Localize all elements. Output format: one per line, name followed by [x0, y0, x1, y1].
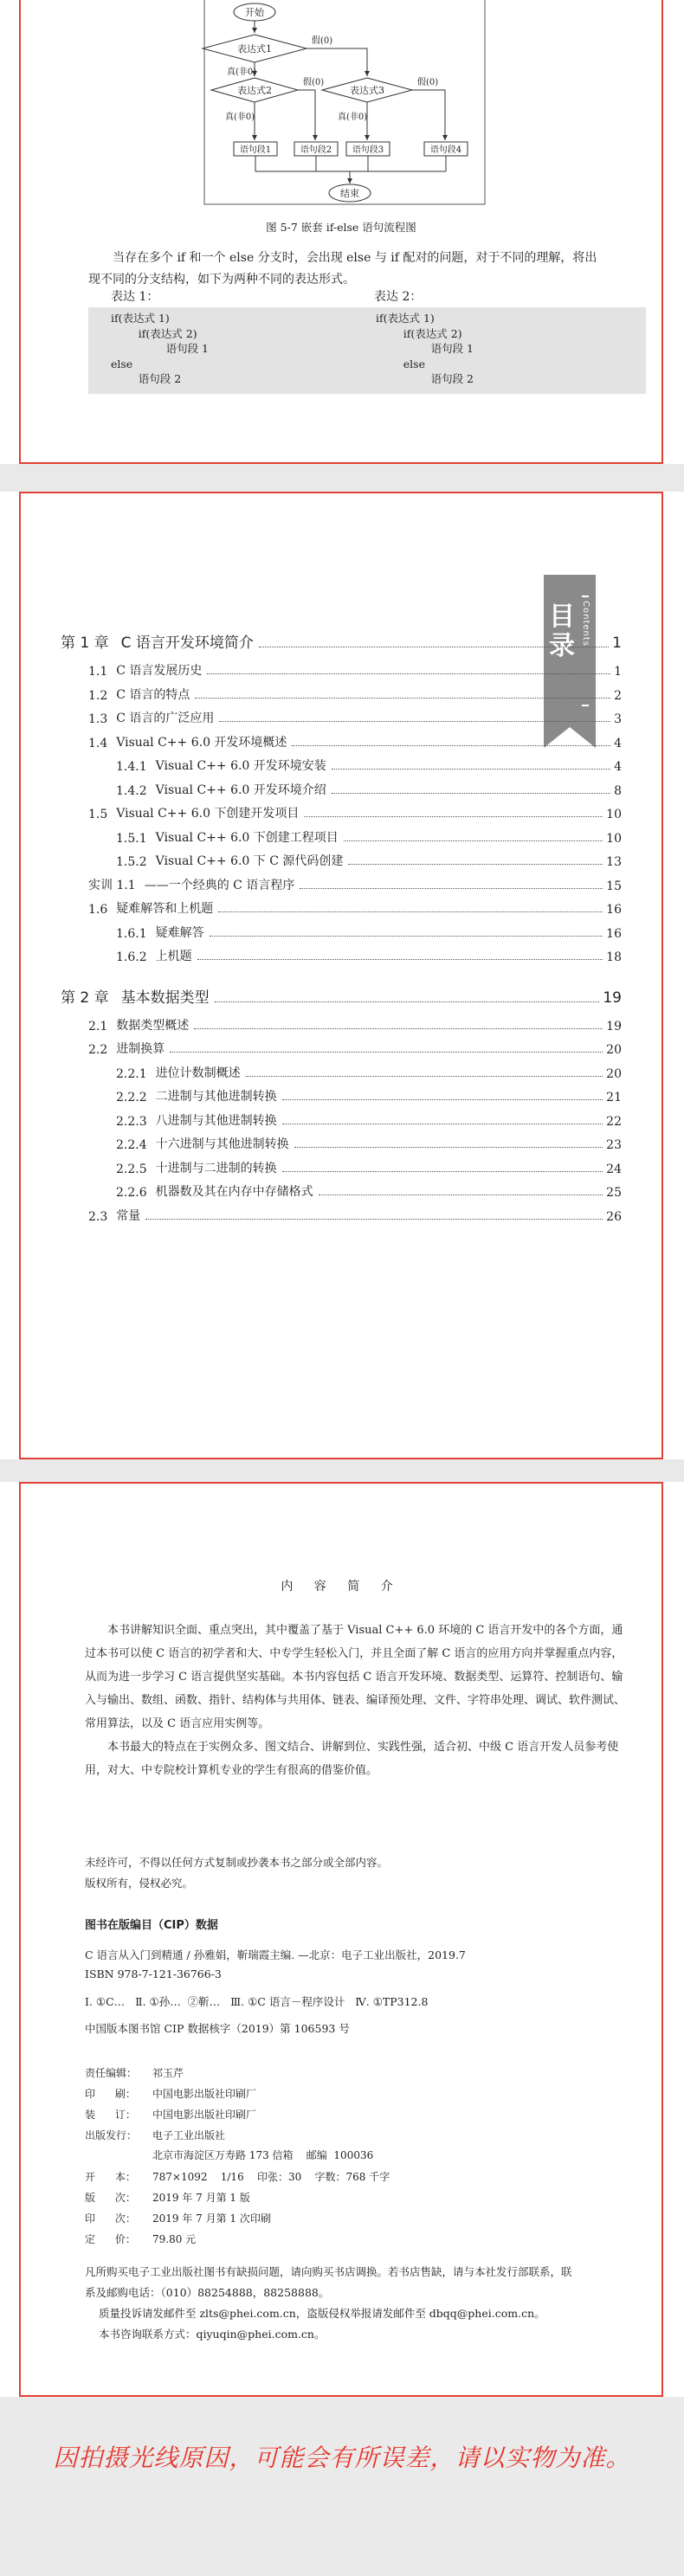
- credit-label: 出版发行：: [85, 2129, 138, 2141]
- toc-page-number: 10: [606, 808, 622, 821]
- toc-leader-dots: [246, 1076, 603, 1077]
- page-gap-1: [0, 464, 684, 492]
- toc-number: 1.5.1: [116, 831, 147, 846]
- toc-number: 1.1: [88, 665, 108, 679]
- toc-title: 疑难解答: [155, 925, 204, 940]
- stmt2-text: 语句段2: [300, 145, 332, 155]
- credit-label: [85, 2148, 152, 2162]
- toc-page-number: 4: [614, 736, 622, 750]
- credit-value: 2019 年 7 月第 1 版: [152, 2192, 250, 2204]
- copyright-page: [19, 1482, 663, 2397]
- expr2-false-label: 假(0): [303, 78, 325, 87]
- toc-title: 八进制与其他进制转换: [155, 1113, 277, 1128]
- toc-title: C 语言的特点: [116, 687, 190, 702]
- toc-row: [116, 924, 622, 941]
- toc-leader-dots: [194, 1028, 603, 1029]
- toc-leader-dots: [210, 936, 603, 937]
- page-gap-3: [0, 2397, 684, 2576]
- toc-number: 1.5.2: [116, 855, 147, 869]
- expr3-true-label: 真(非0): [338, 113, 368, 122]
- toc-chapter-row: [61, 630, 622, 652]
- credit-label: 责任编辑：: [85, 2067, 138, 2079]
- flowchart-page: [19, 0, 663, 464]
- toc-leader-dots: [215, 1001, 600, 1002]
- cip-line-1: C 语言从入门到精通 / 孙雅娟，靳瑞霞主编. —北京：电子工业出版社，2019.7: [85, 1948, 466, 1961]
- toc-page-number: 26: [606, 1209, 622, 1224]
- toc-title: Visual C++ 6.0 开发环境概述: [116, 735, 287, 750]
- toc-number: 1.2: [88, 688, 108, 703]
- toc-page-number: 1: [612, 634, 622, 652]
- footer-line-4: 本书咨询联系方式：qiyuqin@phei.com.cn。: [99, 2328, 326, 2341]
- toc-title: Visual C++ 6.0 开发环境介绍: [155, 782, 326, 797]
- toc-leader-dots: [304, 816, 603, 817]
- toc-row: [116, 1111, 622, 1129]
- toc-title: 基本数据类型: [120, 989, 210, 1007]
- toc-page-number: 22: [606, 1114, 622, 1129]
- toc-page-number: 19: [603, 989, 622, 1007]
- toc-number: 1.4.1: [116, 760, 147, 774]
- credit-row: [85, 2107, 256, 2122]
- toc-leader-dots: [300, 888, 603, 889]
- toc-number: 2.2: [88, 1043, 108, 1057]
- toc-row: [88, 686, 622, 703]
- toc-row: [116, 1159, 622, 1176]
- toc-number: 2.3: [88, 1209, 108, 1224]
- credit-label: 定 价：: [85, 2233, 136, 2245]
- toc-number: 1.4.2: [116, 783, 147, 798]
- toc-page-number: 13: [606, 855, 622, 869]
- code1-line: else: [111, 357, 133, 370]
- toc-leader-dots: [195, 698, 610, 699]
- toc-page-number: 25: [606, 1186, 622, 1200]
- toc-title: 进制换算: [116, 1042, 165, 1056]
- toc-page-number: 24: [606, 1162, 622, 1176]
- credit-row: [85, 2169, 390, 2184]
- toc-row: [88, 709, 622, 726]
- toc-page-number: 15: [606, 879, 622, 893]
- expr1-text: 表达式1: [237, 43, 272, 55]
- toc-number: 1.6: [88, 903, 108, 917]
- expr3-text: 表达式3: [350, 85, 384, 96]
- footer-line-1: 凡所购买电子工业出版社图书有缺损问题，请向购买书店调换。若书店售缺，请与本社发行部联系，联: [85, 2265, 572, 2278]
- toc-row: [88, 1207, 622, 1224]
- toc-title: 十进制与二进制的转换: [155, 1161, 277, 1175]
- footer-line-3: 质量投诉请发邮件至 zlts@phei.com.cn，盗版侵权举报请发邮件至 dbqq@phei.com.cn。: [99, 2307, 545, 2320]
- credit-row: [85, 2211, 271, 2225]
- toc-row: [116, 947, 622, 964]
- toc-number: 1.3: [88, 712, 108, 726]
- code1-line: if(表达式 1): [111, 312, 170, 325]
- credit-row: [85, 2065, 184, 2080]
- credit-value: 中国电影出版社印刷厂: [152, 2109, 257, 2121]
- cip-title: 图书在版编目（CIP）数据: [85, 1919, 218, 1932]
- toc-row: [116, 757, 622, 774]
- toc-title: C 语言的广泛应用: [116, 712, 215, 725]
- intro-paragraph-2: 本书最大的特点在于实例众多、图文结合、讲解到位、实践性强，适合初、中级 C 语言开发人员参考使用，对大、中专院校计算机专业的学生有很高的借鉴价值。: [85, 1741, 619, 1777]
- toc-title: C 语言开发环境简介: [120, 634, 254, 652]
- toc-title: 常量: [116, 1208, 141, 1223]
- toc-number: 2.1: [88, 1019, 108, 1034]
- toc-page-number: 20: [606, 1043, 622, 1057]
- toc-leader-dots: [332, 793, 610, 794]
- toc-row: [116, 852, 622, 869]
- toc-title: 十六进制与其他进制转换: [155, 1137, 289, 1151]
- toc-row: [88, 661, 622, 679]
- code2-line: else: [376, 357, 425, 370]
- toc-leader-dots: [344, 840, 603, 841]
- toc-row: [116, 828, 622, 846]
- credit-value: 中国电影出版社印刷厂: [152, 2088, 257, 2100]
- notice-line-2: 版权所有，侵权必究。: [85, 1877, 194, 1890]
- toc-row: [88, 876, 622, 893]
- contents-tab-title: 目录: [549, 602, 575, 661]
- credit-value: 电子工业出版社: [152, 2129, 226, 2141]
- tab-line-top: [582, 596, 589, 597]
- toc-row: [116, 1182, 622, 1200]
- explanation-paragraph: [88, 248, 625, 291]
- flowchart-frame: [204, 0, 485, 204]
- credit-label: 印 刷：: [85, 2088, 136, 2100]
- toc-row: [88, 899, 622, 917]
- credit-label: 印 次：: [85, 2212, 136, 2225]
- toc-title: 进位计数制概述: [155, 1066, 241, 1080]
- toc-leader-dots: [197, 959, 603, 960]
- toc-page-number: 19: [606, 1019, 622, 1034]
- code2-line: if(表达式 2): [376, 326, 462, 340]
- toc-page-number: 4: [614, 760, 622, 774]
- toc-leader-dots: [294, 1147, 603, 1148]
- intro-title: 内 容 简 介: [281, 1580, 402, 1594]
- paragraph-line-1: 当存在多个 if 和一个 else 分支时，会出现 else 与 if 配对的问题，对于不同的理解，将出: [113, 251, 597, 265]
- if-else-flowchart: [21, 0, 661, 249]
- credit-row: [85, 2086, 256, 2101]
- code1-line: 语句段 1: [111, 342, 210, 355]
- credit-row: [85, 2231, 196, 2246]
- toc-leader-dots: [207, 673, 610, 674]
- code-block-1: [88, 307, 367, 394]
- stmt1-text: 语句段1: [239, 145, 272, 155]
- credit-value: 79.80 元: [152, 2233, 197, 2245]
- toc-number: 1.5: [88, 808, 108, 821]
- toc-row: [88, 804, 622, 821]
- toc-number: 第 1 章: [61, 634, 109, 652]
- toc-leader-dots: [170, 1052, 603, 1053]
- toc-title: C 语言发展历史: [116, 664, 203, 678]
- expr2-true-label: 真(非0): [225, 113, 255, 122]
- toc-title: 数据类型概述: [116, 1018, 190, 1033]
- toc-title: 疑难解答和上机题: [116, 902, 214, 916]
- code2-line: 语句段 2: [376, 372, 474, 385]
- credit-label: 开 本：: [85, 2171, 136, 2183]
- toc-page-number: 10: [606, 831, 622, 846]
- toc-title: Visual C++ 6.0 下创建开发项目: [116, 807, 300, 821]
- toc-number: 1.4: [88, 736, 108, 750]
- footer-line-2: 系及邮购电话：（010）88254888，88258888。: [85, 2286, 330, 2299]
- toc-page-number: 2: [614, 688, 622, 703]
- toc-leader-dots: [292, 745, 610, 746]
- toc-page-number: 16: [606, 903, 622, 917]
- toc-number: 2.2.2: [116, 1091, 147, 1104]
- cip-line-2: ISBN 978-7-121-36766-3: [85, 1967, 222, 1980]
- expr1-true-label: 真(非0): [227, 68, 257, 77]
- toc-page-number: 18: [606, 950, 622, 964]
- contents-page: [19, 492, 663, 1459]
- toc-title: Visual C++ 6.0 下 C 源代码创建: [155, 854, 344, 868]
- toc-page-number: 23: [606, 1138, 622, 1152]
- credit-label: 装 订：: [85, 2109, 136, 2121]
- toc-page-number: 1: [614, 665, 622, 679]
- toc-number: 2.2.1: [116, 1066, 147, 1081]
- paragraph-line-2: 现不同的分支结构，如下为两种不同的表达形式。: [88, 273, 355, 287]
- toc-page-number: 8: [614, 783, 622, 798]
- credit-value: 祁玉芹: [152, 2067, 184, 2079]
- expr3-false-label: 假(0): [417, 78, 439, 87]
- code2-line: 语句段 1: [376, 342, 474, 355]
- expr2-text: 表达式2: [237, 85, 272, 96]
- notice-line-1: 未经许可，不得以任何方式复制或抄袭本书之部分或全部内容。: [85, 1856, 389, 1869]
- code1-line: if(表达式 2): [111, 326, 197, 340]
- credit-row: [85, 2190, 250, 2205]
- toc-row: [88, 1040, 622, 1057]
- toc-title: 机器数及其在内存中存储格式: [155, 1185, 313, 1199]
- figure-caption: 图 5-7 嵌套 if-else 语句流程图: [266, 221, 416, 234]
- toc-number: 2.2.5: [116, 1162, 147, 1176]
- toc-number: 1.6.2: [116, 950, 147, 964]
- toc-title: 二进制与其他进制转换: [155, 1090, 277, 1104]
- cip-line-4: 中国版本图书馆 CIP 数据核字（2019）第 106593 号: [85, 2022, 350, 2035]
- toc-row: [116, 1064, 622, 1081]
- toc-leader-dots: [218, 911, 603, 912]
- tab-line-bottom: [582, 705, 589, 706]
- toc-number: 实训 1.1: [88, 878, 136, 892]
- toc-number: 第 2 章: [61, 989, 109, 1007]
- toc-page-number: 21: [606, 1091, 622, 1104]
- contents-tab-english: Contents: [581, 601, 590, 647]
- toc-title: Visual C++ 6.0 开发环境安装: [155, 759, 326, 773]
- credit-value: 2019 年 7 月第 1 次印刷: [152, 2212, 271, 2225]
- stmt4-text: 语句段4: [429, 145, 462, 155]
- toc-title: Visual C++ 6.0 下创建工程项目: [155, 830, 339, 845]
- code2-line: if(表达式 1): [376, 312, 435, 325]
- photo-disclaimer: 因拍摄光线原因，可能会有所误差，请以实物为准。: [53, 2444, 631, 2472]
- toc-title: ——一个经典的 C 语言程序: [144, 878, 295, 892]
- toc-leader-dots: [332, 769, 610, 770]
- credit-row: [85, 2128, 225, 2142]
- toc-row: [116, 1087, 622, 1104]
- toc-number: 2.2.6: [116, 1186, 147, 1200]
- toc-page-number: 3: [614, 712, 622, 726]
- toc-row: [116, 781, 622, 798]
- credit-value: 787×1092 1/16 印张：30 字数：768 千字: [152, 2171, 390, 2183]
- form1-label: 表达 1：: [111, 290, 159, 304]
- toc-leader-dots: [145, 1219, 603, 1220]
- toc-number: 2.2.3: [116, 1114, 147, 1129]
- intro-text: [85, 1619, 627, 1782]
- start-text: 开始: [245, 7, 264, 18]
- toc-row: [88, 1016, 622, 1034]
- toc-page-number: 20: [606, 1066, 622, 1081]
- toc-page-number: 16: [606, 926, 622, 941]
- code-block-2: [367, 307, 646, 394]
- toc-number: 1.6.1: [116, 926, 147, 941]
- page-gap-2: [0, 1459, 684, 1482]
- toc-title: 上机题: [155, 950, 192, 963]
- end-text: 结束: [340, 188, 359, 199]
- toc-number: 2.2.4: [116, 1138, 147, 1152]
- expr1-false-label: 假(0): [312, 36, 333, 46]
- toc-chapter-row: [61, 985, 622, 1007]
- toc-row: [88, 733, 622, 750]
- intro-paragraph-1: 本书讲解知识全面、重点突出，其中覆盖了基于 Visual C++ 6.0 环境的 C 语言开发中的各个方面，通过本书可以使 C 语言的初学者和大、中专学生轻松入门，并且全面了解 C 语言的应用方向并掌握重点内容，从而为进一步学习 C 语言提供坚实基础。本书内容包括 C 语言开发环境、数据类型、运算符、控制语句、输入与输出、数组、函数、指针、结构体与共用体、链表、编译预处理、文件、字符串处理、调试、软件测试、常用算法，以及 C 语言应用实例等。: [85, 1624, 626, 1730]
- code1-line: 语句段 2: [111, 372, 182, 385]
- toc-row: [116, 1135, 622, 1152]
- toc-leader-dots: [282, 1099, 603, 1100]
- credit-label: 版 次：: [85, 2192, 136, 2204]
- credit-row: [85, 2148, 373, 2162]
- cip-line-3: Ⅰ. ①C… Ⅱ. ①孙… ②靳… Ⅲ. ①C 语言－程序设计 Ⅳ. ①TP312.8: [85, 1995, 429, 2008]
- toc-leader-dots: [348, 864, 603, 865]
- toc-leader-dots: [219, 721, 610, 722]
- credit-value: 北京市海淀区万寿路 173 信箱 邮编 100036: [152, 2149, 374, 2161]
- toc-leader-dots: [282, 1171, 603, 1172]
- form2-label: 表达 2：: [374, 290, 423, 304]
- stmt3-text: 语句段3: [352, 145, 384, 155]
